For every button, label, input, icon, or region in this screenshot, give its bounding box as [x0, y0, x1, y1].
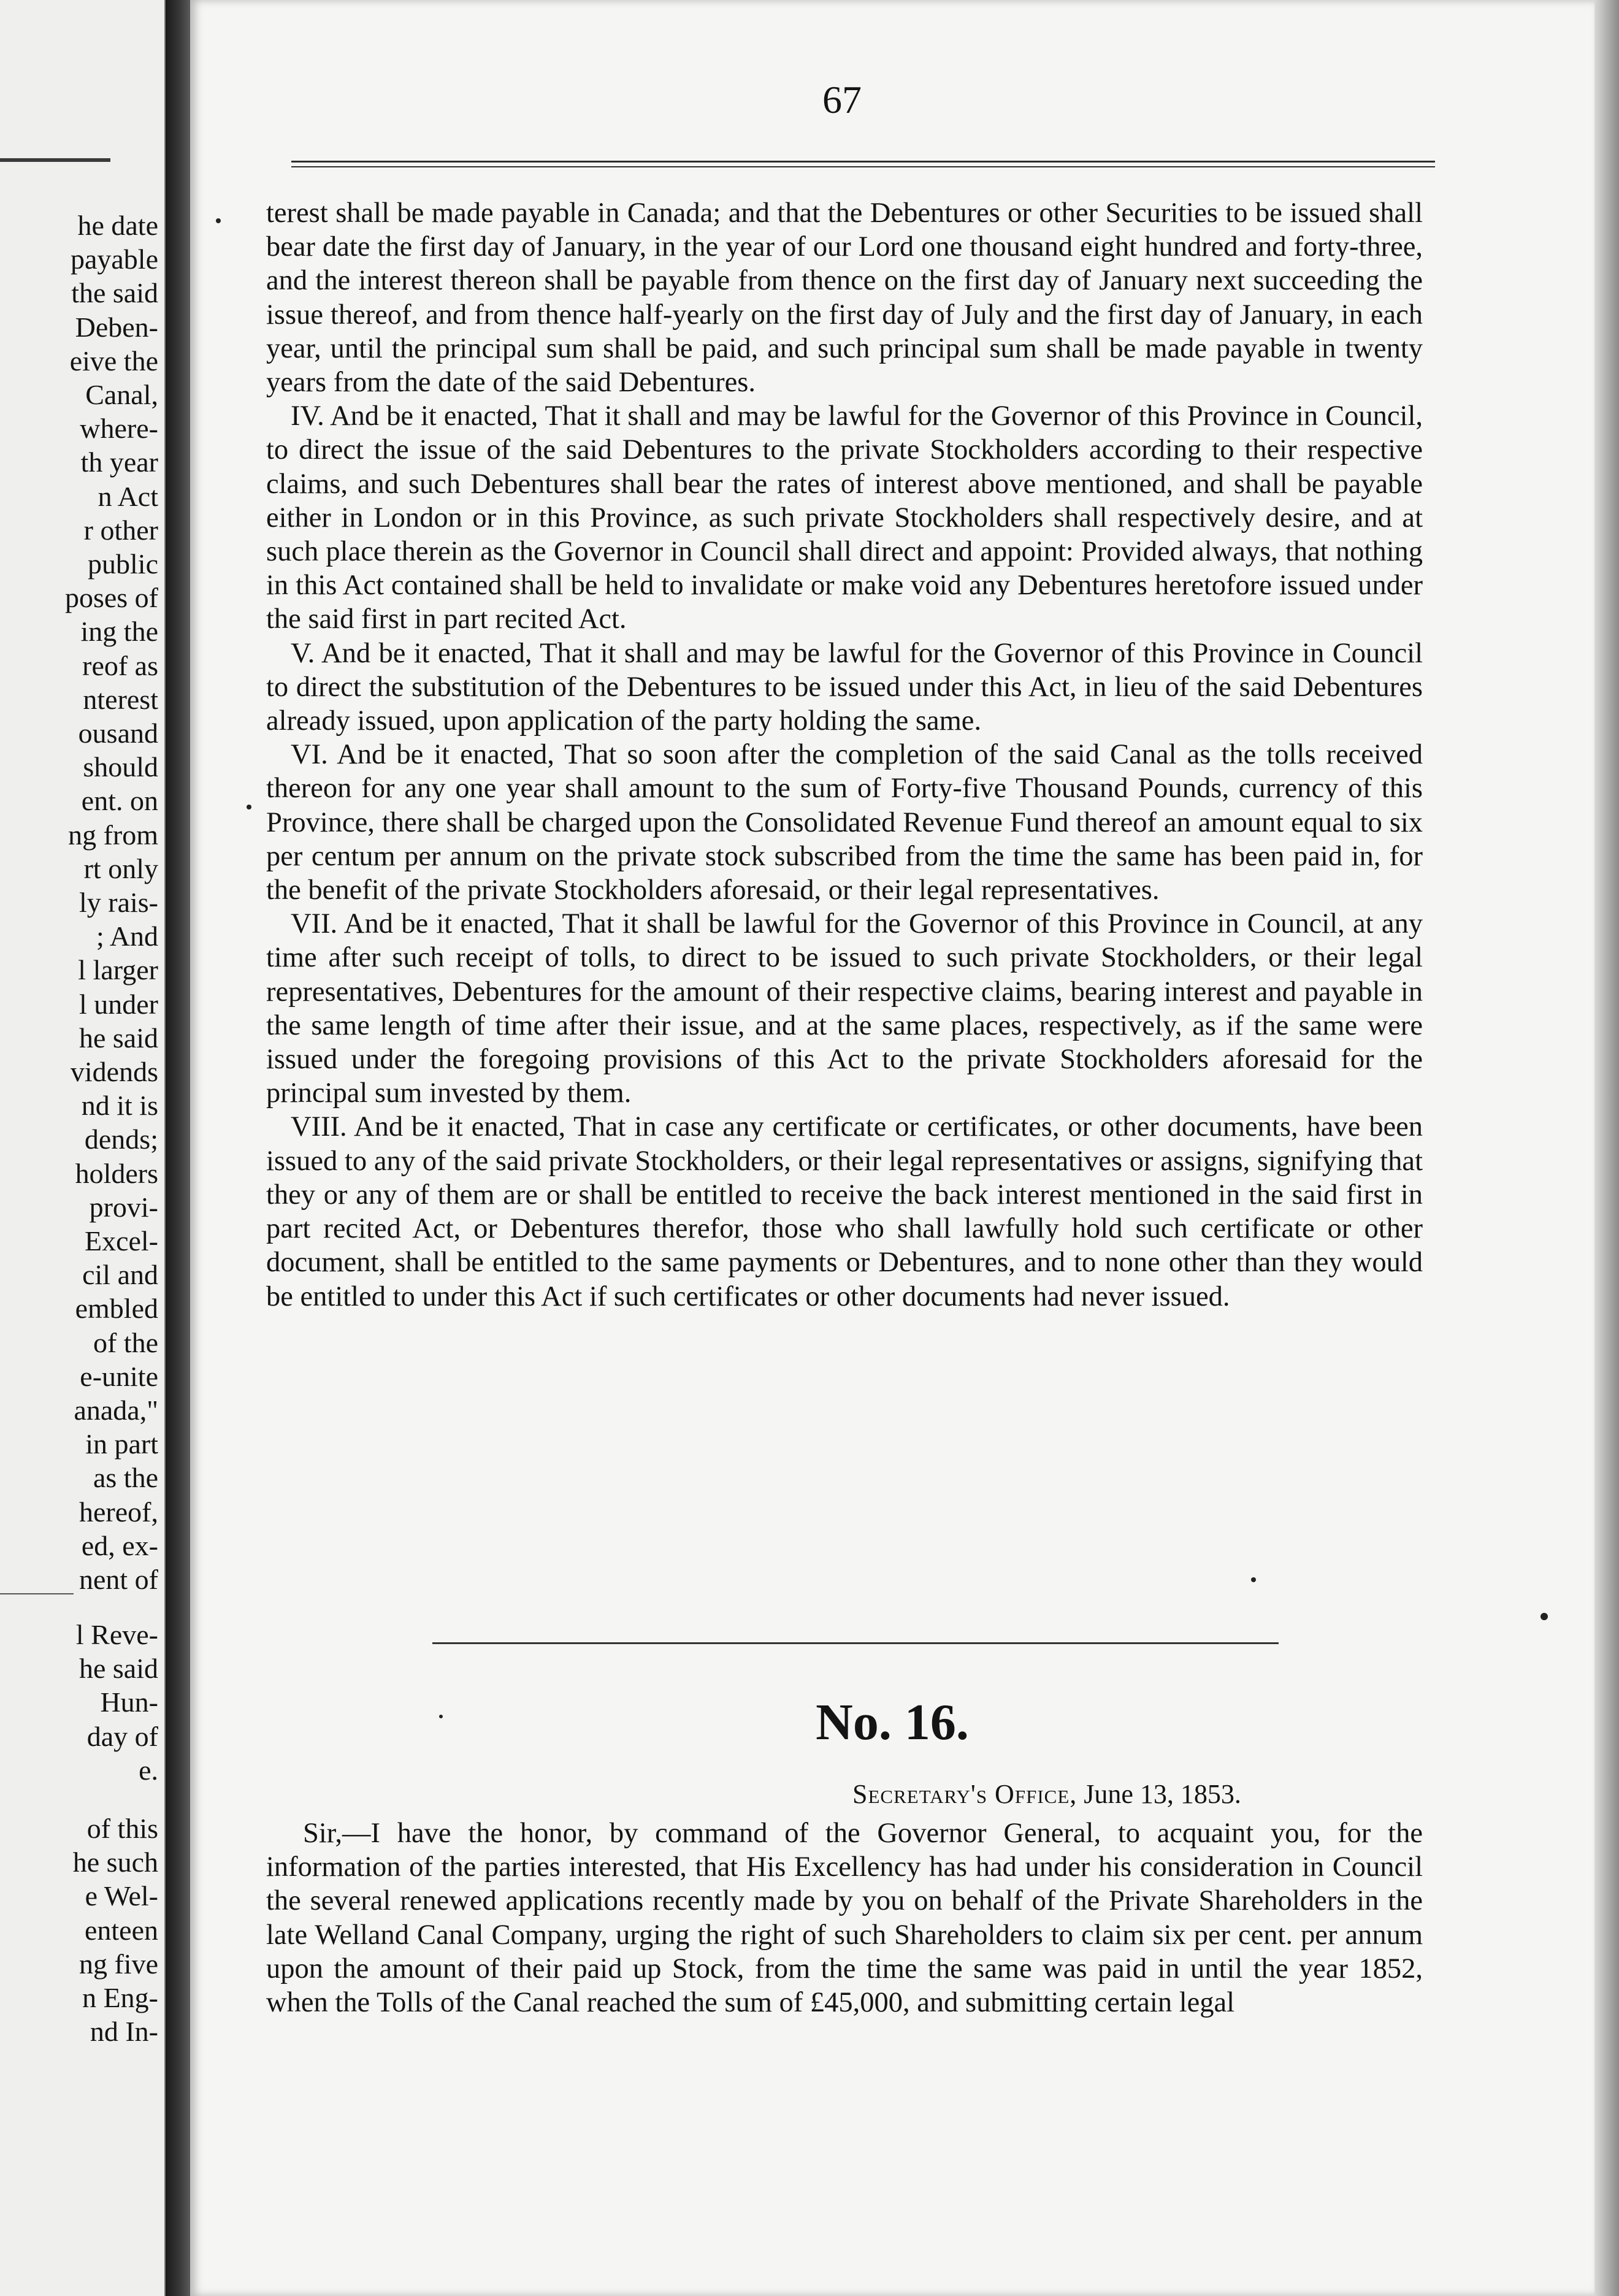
facing-page-line: nent of [78, 1564, 158, 1595]
facing-page-line: ed, ex- [81, 1529, 158, 1561]
section-iv: IV. And be it enacted, That it shall and may be lawful for the Governor of this Province in Council, to direct the issue of the said Debentures to the private Stockholders according to their respective claims, and such Debentures shall bear the rates of interest above mentioned, and shall be payable either in London or in this Province, as such private Stockholders shall respectively desire, and at such place therein as the Governor in Council shall direct and appoint: Provided always, that nothing in this Act contained shall be held to invalidate or make void any Debentures heretofore issued under the said first in part recited Act. [266, 400, 1423, 635]
facing-page-line: eive the [69, 345, 158, 377]
facing-page-line: ng five [78, 1948, 158, 1980]
facing-page-line: dends; [84, 1123, 158, 1155]
facing-page-line: as the [93, 1462, 158, 1494]
print-speck [1541, 1613, 1548, 1620]
facing-page-line: day of [86, 1720, 158, 1752]
facing-page-line: public [88, 548, 158, 580]
paragraph-continuation: terest shall be made payable in Canada; and that the Debentures or other Securities to be issued shall bear date the first day of January, in the year of our Lord one thousand eight hundred and forty-three, and the interest thereon shall be payable from thence on the first day of January next succeeding the issue thereof, and from thence half-yearly on the first day of July and the first day of January, in each year, until the principal sum shall be paid, and such principal sum shall be made payable in twenty years from the date of the said Debentures. [266, 197, 1423, 399]
facing-page-line: l Reve- [75, 1619, 158, 1650]
facing-page-line: r other [83, 514, 158, 546]
document-heading: No. 16. [816, 1694, 969, 1751]
facing-page-line: Hun- [100, 1686, 158, 1718]
facing-page-line: e Wel- [85, 1880, 158, 1912]
letter-paragraph: Sir,—I have the honor, by command of the Governor General, to acquaint you, for the information of the parties interested, that His Excellency has had under his consideration in Council the several renewed applications recently made by you on behalf of the Private Shareholders in the late Welland Canal Company, urging the right of such Shareholders to claim six per cent. per annum upon the amount of their paid up Stock, from the time the same was paid in until the year 1852, when the Tolls of the Canal reached the sum of £45,000, and submitting certain legal [266, 1818, 1423, 2019]
print-speck [247, 805, 251, 809]
facing-page-line: anada," [74, 1395, 158, 1426]
section-vii: VII. And be it enacted, That it shall be lawful for the Governor of this Province in Council, at any time after such receipt of tolls, to direct to be issued to such private Stockholders, or their legal representatives, Debentures for the amount of their respective claims, bearing interest and payable in the same length of time after their issue, and at the same places, respectively, as if the same were issued under the foregoing provisions of this Act to the private Stockholders aforesaid for the principal sum invested by them. [266, 908, 1423, 1109]
facing-page-line: th year [80, 446, 158, 478]
facing-page-line: nd it is [81, 1090, 158, 1122]
facing-page-line: of the [93, 1326, 158, 1358]
letter-text [266, 1816, 1423, 2019]
facing-page-line: ly rais- [78, 887, 158, 918]
facing-page-line: provi- [89, 1191, 158, 1223]
facing-page-line: nd In- [90, 2016, 158, 2048]
facing-page-line: ; And [96, 920, 158, 952]
section-viii: VIII. And be it enacted, That in case any certificate or certificates, or other documents, have been issued to any of the said private Stockholders, or their legal representatives or assigns, signifying that they or any of them are or shall be entitled to receive the back interest mentioned in the said first in part recited Act, or Debentures therefor, those who shall lawfully hold such certificate or other document, shall be entitled to the same payments or Debentures, and to none other than they would be entitled to under this Act if such certificates or other documents had never issued. [266, 1111, 1423, 1312]
facing-page-line: hereof, [79, 1496, 158, 1528]
facing-page-line: poses of [64, 582, 158, 614]
facing-page-line: vidends [70, 1056, 158, 1087]
dateline [852, 1778, 1241, 1810]
facing-page-line: enteen [84, 1914, 158, 1946]
facing-page-line: rt only [83, 852, 158, 884]
dateline-date: June 13, 1853. [1084, 1779, 1241, 1809]
facing-page-line: l under [78, 988, 158, 1020]
facing-page-line: nterest [83, 683, 158, 715]
facing-page [0, 0, 166, 2296]
facing-page-line: e-unite [80, 1360, 158, 1392]
facing-page-line: n Eng- [82, 1982, 158, 2013]
facing-page-line: he said [78, 1653, 158, 1685]
facing-page-line: where- [80, 413, 158, 445]
page-edge [1594, 0, 1619, 2296]
facing-page-line: in part [85, 1428, 158, 1460]
facing-page-line: ing the [80, 616, 158, 648]
dateline-office: Secretary's Office, [852, 1779, 1077, 1809]
facing-page-line: Canal, [85, 379, 158, 410]
print-speck [1251, 1577, 1256, 1582]
header-rule [291, 161, 1435, 167]
section-divider [432, 1642, 1279, 1644]
facing-page-line: embled [75, 1293, 158, 1325]
facing-page-line: ent. on [81, 785, 158, 817]
print-speck [439, 1715, 443, 1718]
facing-page-line: he date [77, 210, 158, 241]
facing-page-line: he said [78, 1022, 158, 1054]
facing-page-line: the said [71, 277, 158, 309]
facing-page-line: payable [70, 243, 158, 275]
page-number: 67 [822, 78, 862, 121]
facing-page-line: ng from [68, 819, 158, 851]
facing-page-line: of this [86, 1813, 158, 1844]
facing-page-rule [0, 158, 110, 162]
facing-page-line: ousand [78, 718, 158, 749]
facing-page-rule-lower [0, 1593, 74, 1594]
facing-page-line: should [83, 751, 158, 783]
act-text [266, 196, 1423, 1314]
facing-page-line: reof as [82, 649, 158, 681]
facing-page-line: Excel- [84, 1225, 158, 1257]
facing-page-line: n Act [98, 480, 158, 512]
facing-page-line: he such [72, 1846, 158, 1878]
section-vi: VI. And be it enacted, That so soon after the completion of the said Canal as the tolls received thereon for any one year shall amount to the sum of Forty-five Thousand Pounds, currency of this Province, there shall be charged upon the Consolidated Revenue Fund thereof an amount equal to six per centum per annum on the private stock subscribed from the time the same has been paid in, for the benefit of the private Stockholders aforesaid, or their legal representatives. [266, 739, 1423, 906]
section-v: V. And be it enacted, That it shall and may be lawful for the Governor of this Province in Council to direct the substitution of the Debentures to be issued under this Act, in lieu of the said Debentures already issued, upon application of the party holding the same. [266, 637, 1423, 737]
facing-page-line: cil and [82, 1259, 158, 1291]
facing-page-line: l larger [78, 954, 158, 986]
book-gutter [166, 0, 190, 2296]
facing-page-line: Deben- [75, 311, 158, 343]
facing-page-line: holders [75, 1157, 158, 1189]
print-speck [216, 218, 221, 223]
facing-page-line: e. [139, 1754, 158, 1786]
